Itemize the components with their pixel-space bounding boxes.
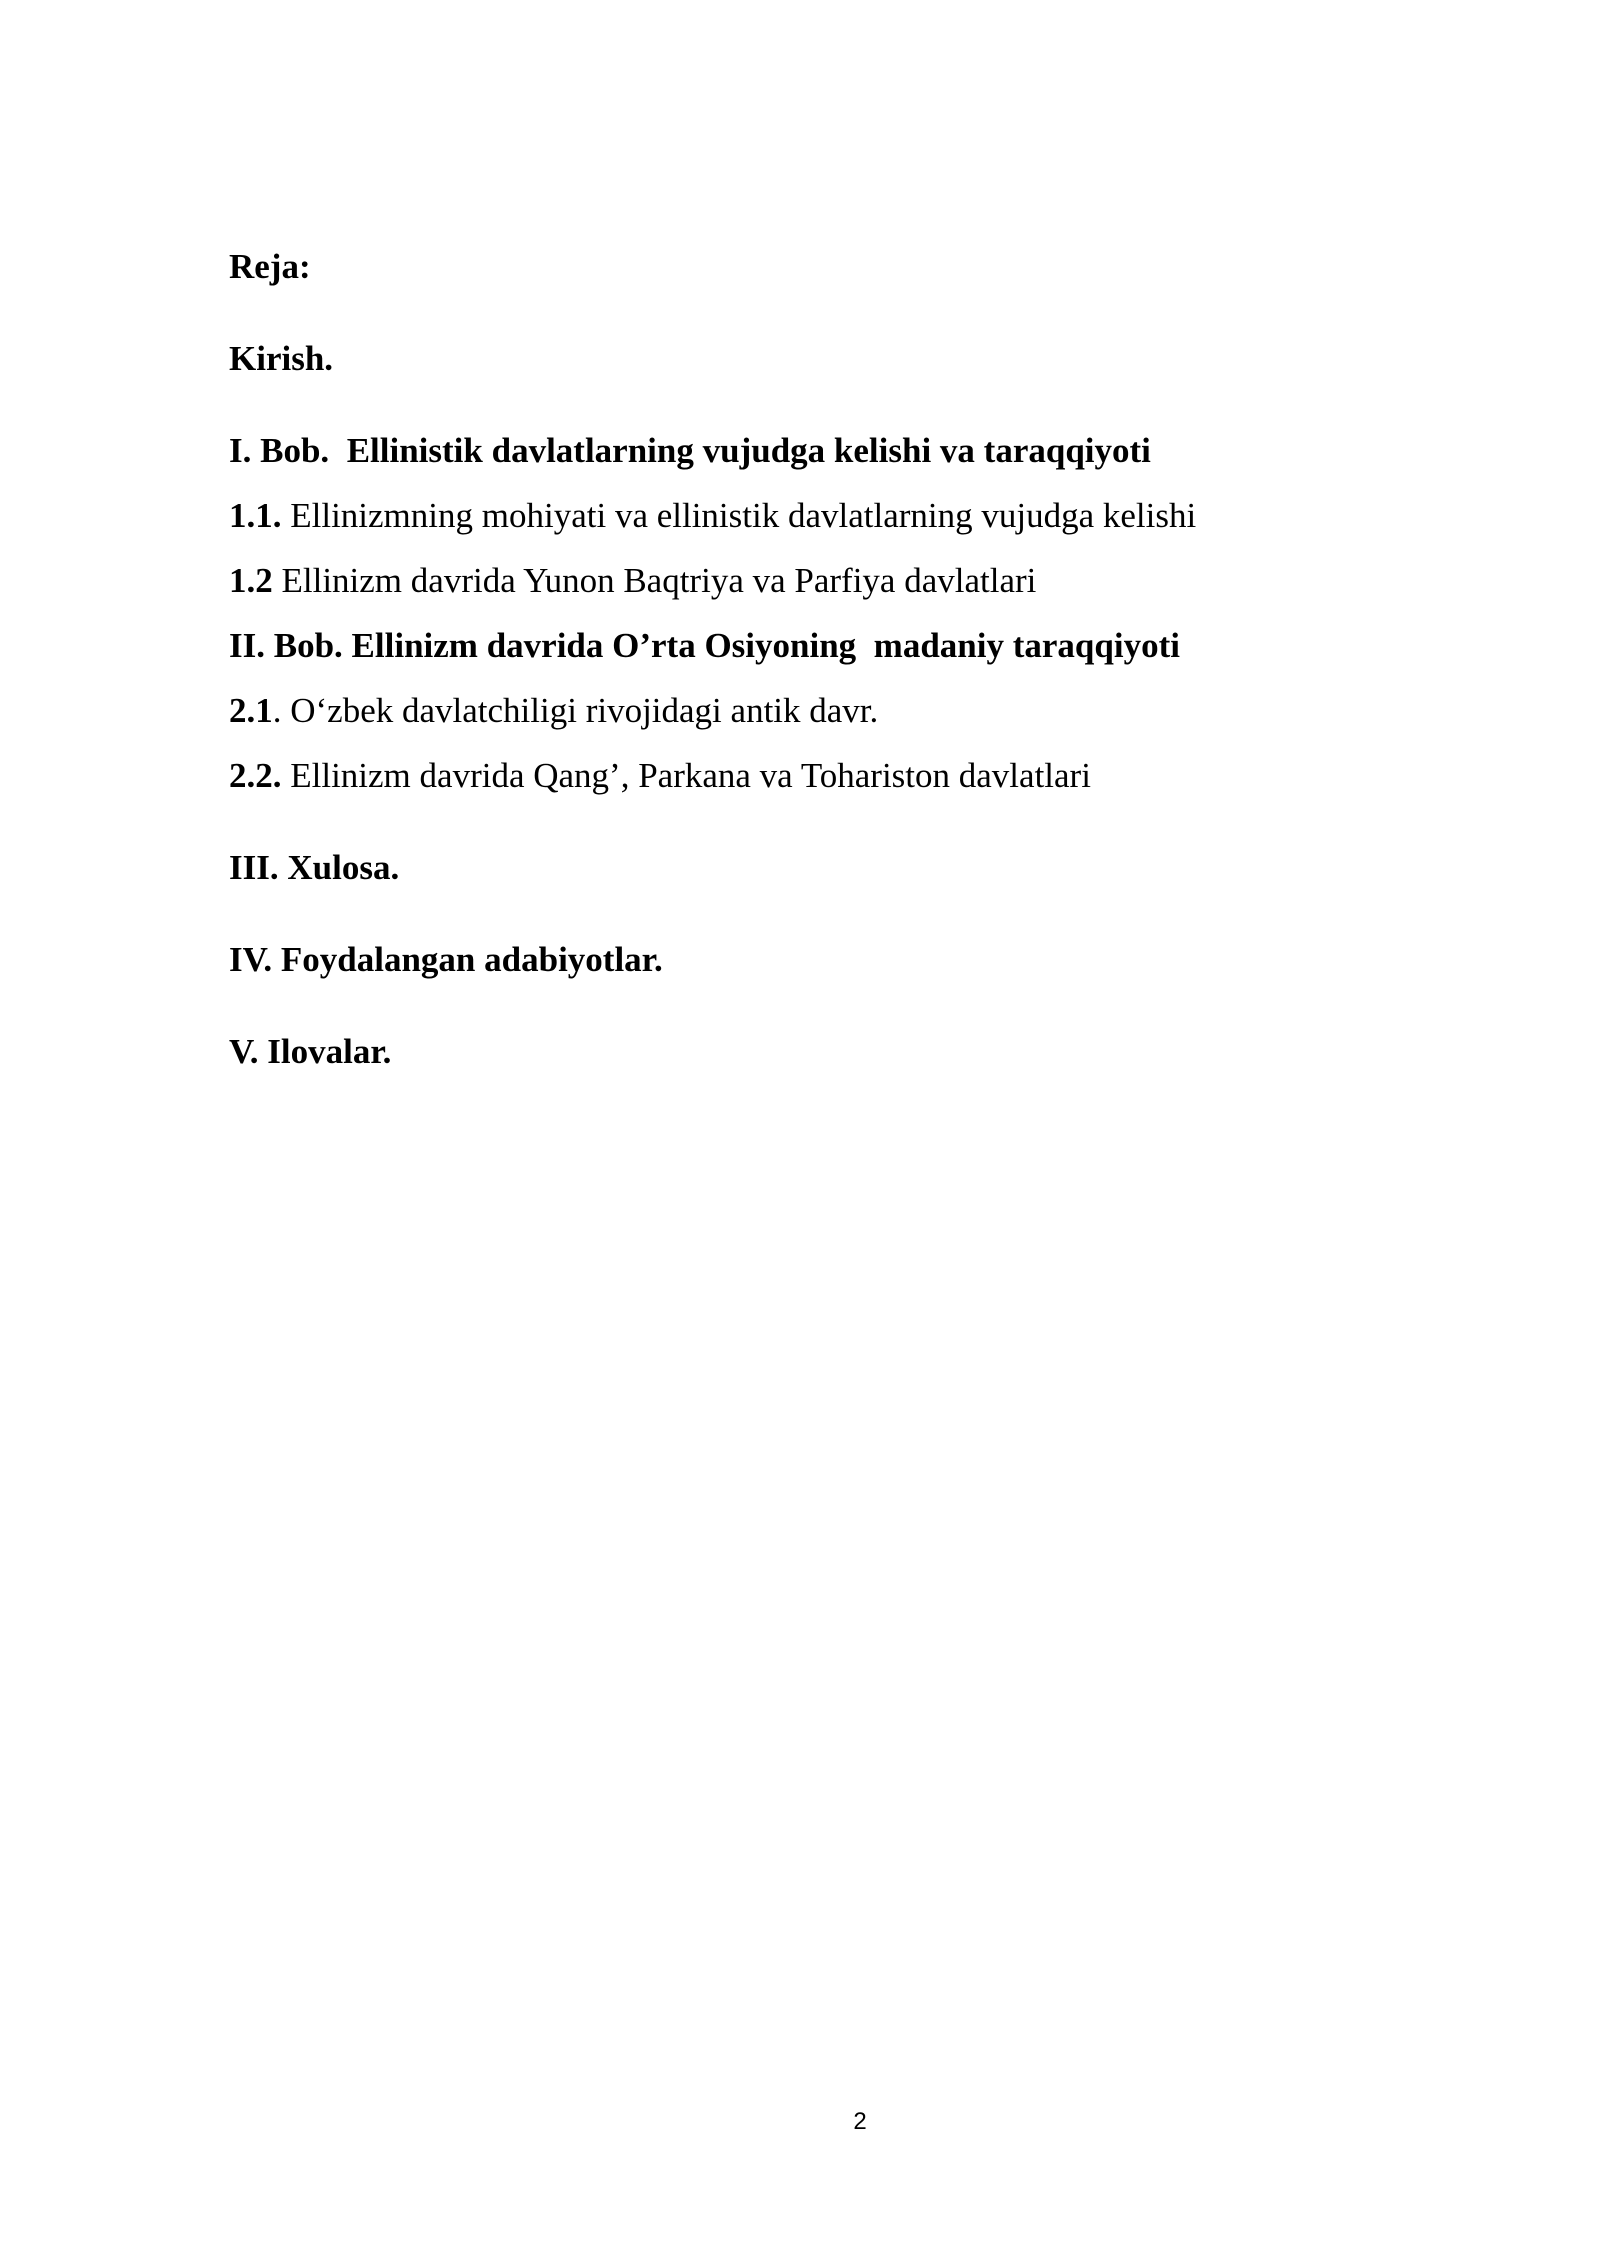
conclusion-item: III. Xulosa. [229, 848, 400, 887]
section-1-2 [229, 560, 1036, 602]
section-1-2-number: 1.2 [229, 561, 273, 600]
section-2-2 [229, 755, 1091, 797]
section-1-1-text: Ellinizmning mohiyati va ellinistik davlatlarning vujudga kelishi [290, 496, 1197, 535]
section-2-2-number: 2.2. [229, 756, 282, 795]
references-item: IV. Foydalangan adabiyotlar. [229, 940, 663, 979]
section-1-1-number: 1.1. [229, 496, 282, 535]
section-2-1-text: . O‘zbek davlatchiligi rivojidagi antik davr. [272, 691, 879, 730]
chapter-1-heading [229, 430, 1151, 472]
page-number: 2 [853, 2108, 867, 2135]
chapter-1-title: Ellinistik davlatlarning vujudga kelishi va taraqqiyoti [346, 431, 1151, 470]
intro-item: Kirish. [229, 339, 334, 378]
section-2-1 [229, 690, 878, 732]
section-2-1-number: 2.1 [229, 691, 273, 730]
plan-title: Reja: [229, 247, 311, 286]
section-2-2-text: Ellinizm davrida Qang’, Parkana va Tohariston davlatlari [290, 756, 1091, 795]
chapter-1-label: I. Bob. [229, 431, 330, 470]
section-1-2-text: Ellinizm davrida Yunon Baqtriya va Parfiya davlatlari [281, 561, 1037, 600]
chapter-2-heading: II. Bob. Ellinizm davrida O’rta Osiyoning madaniy taraqqiyoti [229, 626, 1180, 665]
section-1-1 [229, 495, 1196, 537]
appendices-item: V. Ilovalar. [229, 1032, 392, 1071]
